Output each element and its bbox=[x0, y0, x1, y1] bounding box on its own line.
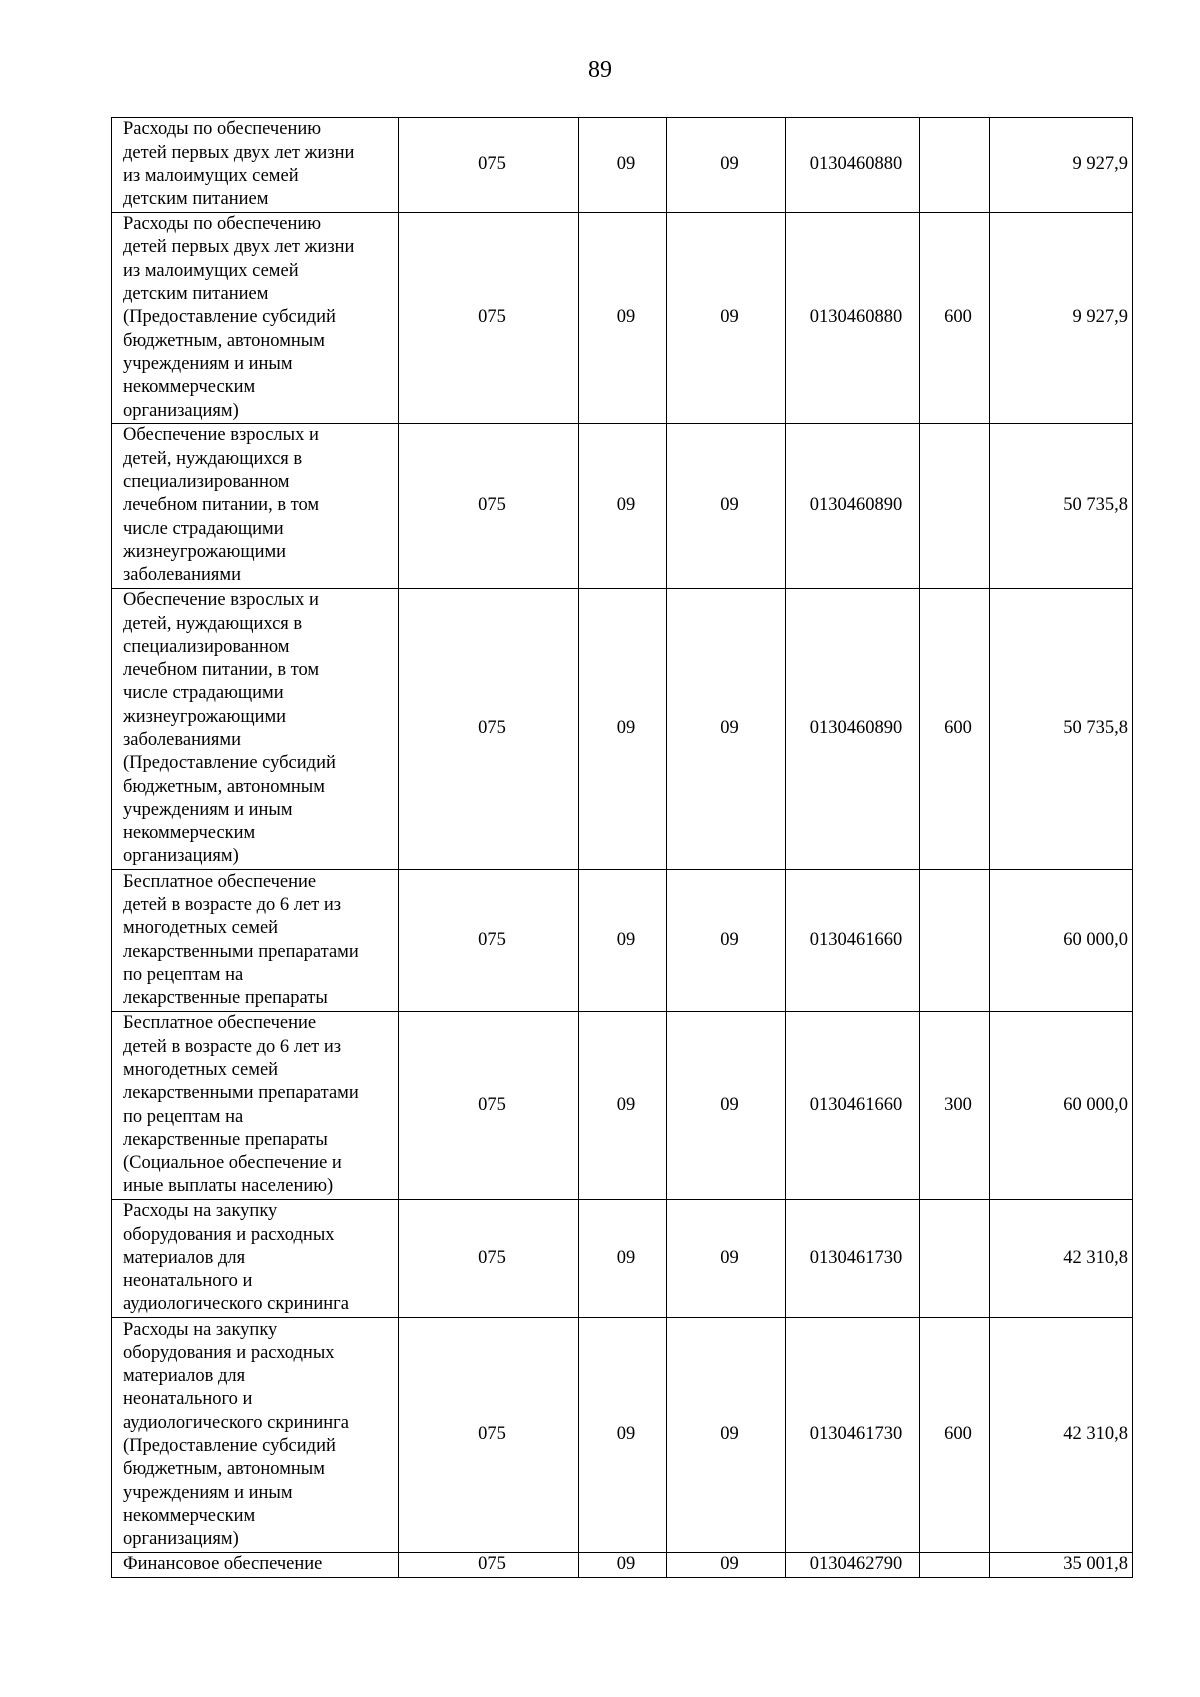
ministry-code: 075 bbox=[399, 118, 579, 213]
expense-name: Обеспечение взрослых и детей, нуждающихся в специализированном лечебном питании, в том числе страдающими жизнеугрожающими заболеваниями (Предоставление субсидий бюджетным, автономным учреждениям и иным некоммерческим организациям) bbox=[112, 589, 399, 870]
target-article-code: 0130461660 bbox=[786, 870, 920, 1012]
expense-name: Бесплатное обеспечение детей в возрасте до 6 лет из многодетных семей лекарственными препаратами по рецептам на лекарственные препараты bbox=[112, 870, 399, 1012]
section-code: 09 bbox=[579, 424, 667, 589]
ministry-code: 075 bbox=[399, 870, 579, 1012]
ministry-code: 075 bbox=[399, 1200, 579, 1318]
expense-type-code: 600 bbox=[920, 213, 990, 424]
budget-table bbox=[111, 117, 1133, 1578]
amount: 60 000,0 bbox=[990, 1012, 1133, 1200]
expense-name: Расходы по обеспечению детей первых двух лет жизни из малоимущих семей детским питанием bbox=[112, 118, 399, 213]
target-article-code: 0130460890 bbox=[786, 589, 920, 870]
section-code: 09 bbox=[579, 589, 667, 870]
expense-type-code: 600 bbox=[920, 589, 990, 870]
table-row bbox=[112, 1200, 1133, 1318]
expense-type-code bbox=[920, 118, 990, 213]
expense-name: Расходы по обеспечению детей первых двух лет жизни из малоимущих семей детским питанием (Предоставление субсидий бюджетным, автономным учреждениям и иным некоммерческим организациям) bbox=[112, 213, 399, 424]
table-row bbox=[112, 870, 1133, 1012]
expense-name: Расходы на закупку оборудования и расходных материалов для неонатального и аудиологического скрининга bbox=[112, 1200, 399, 1318]
amount: 42 310,8 bbox=[990, 1200, 1133, 1318]
target-article-code: 0130460890 bbox=[786, 424, 920, 589]
table-row bbox=[112, 118, 1133, 213]
target-article-code: 0130462790 bbox=[786, 1553, 920, 1578]
subsection-code: 09 bbox=[667, 1012, 786, 1200]
ministry-code: 075 bbox=[399, 1012, 579, 1200]
subsection-code: 09 bbox=[667, 1318, 786, 1553]
ministry-code: 075 bbox=[399, 424, 579, 589]
table-row bbox=[112, 213, 1133, 424]
subsection-code: 09 bbox=[667, 118, 786, 213]
section-code: 09 bbox=[579, 118, 667, 213]
target-article-code: 0130460880 bbox=[786, 118, 920, 213]
expense-name: Обеспечение взрослых и детей, нуждающихся в специализированном лечебном питании, в том числе страдающими жизнеугрожающими заболеваниями bbox=[112, 424, 399, 589]
subsection-code: 09 bbox=[667, 870, 786, 1012]
section-code: 09 bbox=[579, 1553, 667, 1578]
subsection-code: 09 bbox=[667, 1200, 786, 1318]
amount: 50 735,8 bbox=[990, 589, 1133, 870]
target-article-code: 0130461730 bbox=[786, 1200, 920, 1318]
ministry-code: 075 bbox=[399, 1553, 579, 1578]
section-code: 09 bbox=[579, 213, 667, 424]
ministry-code: 075 bbox=[399, 589, 579, 870]
expense-name: Бесплатное обеспечение детей в возрасте до 6 лет из многодетных семей лекарственными препаратами по рецептам на лекарственные препараты (Социальное обеспечение и иные выплаты населению) bbox=[112, 1012, 399, 1200]
amount: 60 000,0 bbox=[990, 870, 1133, 1012]
expense-type-code bbox=[920, 424, 990, 589]
target-article-code: 0130461660 bbox=[786, 1012, 920, 1200]
ministry-code: 075 bbox=[399, 1318, 579, 1553]
table-row bbox=[112, 1012, 1133, 1200]
section-code: 09 bbox=[579, 1318, 667, 1553]
expense-type-code: 300 bbox=[920, 1012, 990, 1200]
table-row bbox=[112, 424, 1133, 589]
section-code: 09 bbox=[579, 870, 667, 1012]
amount: 42 310,8 bbox=[990, 1318, 1133, 1553]
table-row bbox=[112, 1553, 1133, 1578]
expense-type-code bbox=[920, 1200, 990, 1318]
subsection-code: 09 bbox=[667, 213, 786, 424]
target-article-code: 0130461730 bbox=[786, 1318, 920, 1553]
subsection-code: 09 bbox=[667, 424, 786, 589]
section-code: 09 bbox=[579, 1200, 667, 1318]
table-row bbox=[112, 589, 1133, 870]
expense-type-code bbox=[920, 870, 990, 1012]
subsection-code: 09 bbox=[667, 589, 786, 870]
section-code: 09 bbox=[579, 1012, 667, 1200]
table-row bbox=[112, 1318, 1133, 1553]
expense-name: Финансовое обеспечение bbox=[112, 1553, 399, 1578]
amount: 35 001,8 bbox=[990, 1553, 1133, 1578]
expense-type-code bbox=[920, 1553, 990, 1578]
page-number: 89 bbox=[588, 57, 612, 83]
amount: 9 927,9 bbox=[990, 213, 1133, 424]
ministry-code: 075 bbox=[399, 213, 579, 424]
amount: 50 735,8 bbox=[990, 424, 1133, 589]
target-article-code: 0130460880 bbox=[786, 213, 920, 424]
expense-type-code: 600 bbox=[920, 1318, 990, 1553]
expense-name: Расходы на закупку оборудования и расходных материалов для неонатального и аудиологического скрининга (Предоставление субсидий бюджетным, автономным учреждениям и иным некоммерческим организациям) bbox=[112, 1318, 399, 1553]
subsection-code: 09 bbox=[667, 1553, 786, 1578]
amount: 9 927,9 bbox=[990, 118, 1133, 213]
